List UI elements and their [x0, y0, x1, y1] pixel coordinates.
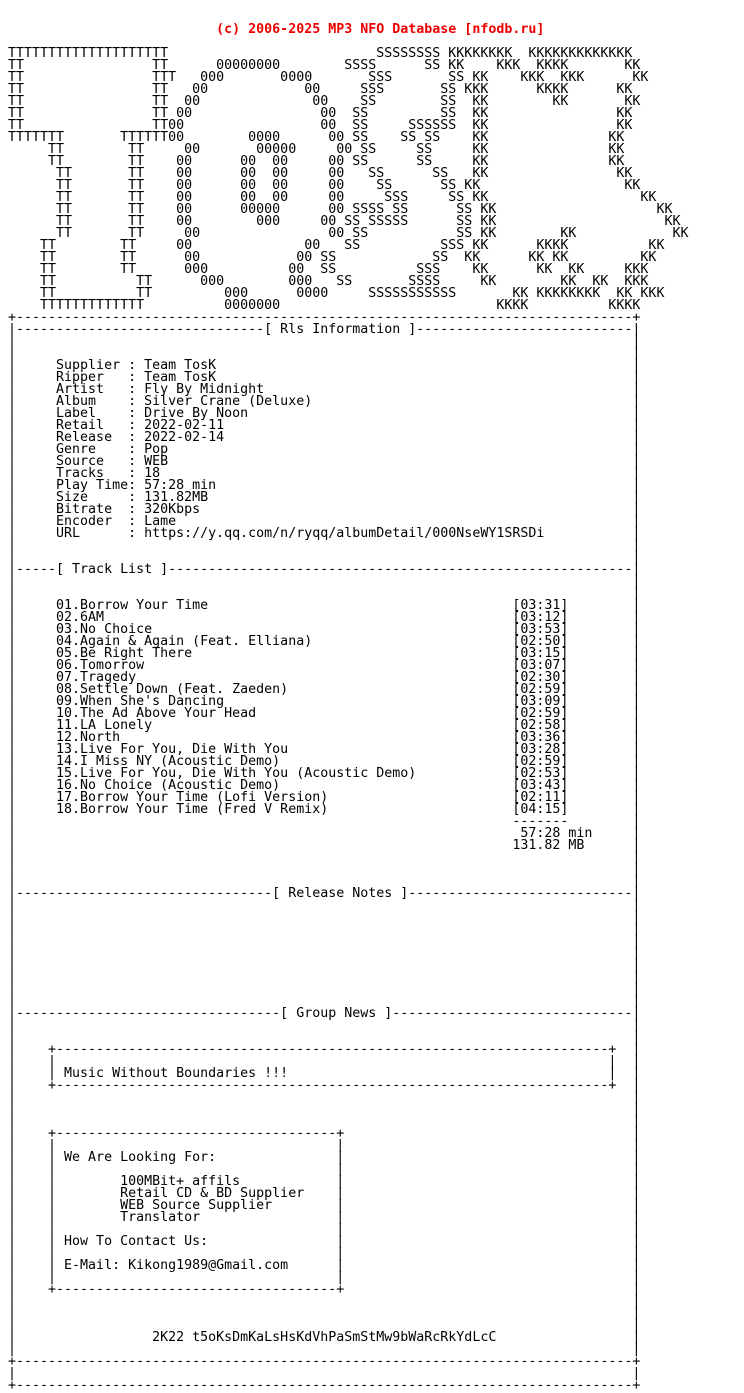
nfo-line: | | We Are Looking For: | | — [8, 1150, 641, 1165]
nfo-line: | Ripper : Team TosK | — [8, 370, 641, 385]
nfo-line: | | — [8, 862, 641, 877]
nfo-line: | Supplier : Team TosK | — [8, 358, 641, 373]
nfo-line: | | — [8, 1342, 641, 1357]
nfo-line: TT TT 00 00 00 00 SS SS KK KK — [8, 166, 633, 181]
nfo-line: | | 100MBit+ affils | | — [8, 1174, 641, 1189]
nfo-line: | | — [8, 586, 641, 601]
nfo-line: TT TT 00 00 00 00 SSS SS KK KK — [8, 190, 657, 205]
nfo-line: | 13.Live For You, Die With You [03:28] | — [8, 742, 641, 757]
nfo-line: | Artist : Fly By Midnight | — [8, 382, 641, 397]
nfo-line: | | — [8, 1018, 641, 1033]
nfo-line: | | | | — [8, 1162, 641, 1177]
nfo-line: | 01.Borrow Your Time [03:31] | — [8, 598, 641, 613]
nfo-line: |-------------------------------[ Rls Information ]---------------------------| — [8, 322, 641, 337]
nfo-line: | 12.North [03:36] | — [8, 730, 641, 745]
nfo-line: TT TT 00 00 SSS SS KKK KKKK KK — [8, 82, 633, 97]
nfo-line: | 06.Tomorrow [03:07] | — [8, 658, 641, 673]
nfo-line: TT TT 000 000 SS SSSS KK KK KK KKK — [8, 274, 649, 289]
nfo-line: | | | | — [8, 1246, 641, 1261]
nfo-line: | | — [8, 1306, 641, 1321]
nfo-document — [8, 0, 688, 1392]
nfo-line: | | | | — [8, 1270, 641, 1285]
nfo-line: | | How To Contact Us: | | — [8, 1234, 641, 1249]
nfo-line: | | — [8, 958, 641, 973]
nfo-line: TT TT 00 00000 00 SSSS SS SS KK KK — [8, 202, 673, 217]
nfo-line: | | — [8, 1102, 641, 1117]
nfo-line: TT TT 00 00 SS SSS KK KKKK KK — [8, 238, 665, 253]
nfo-line: | Retail : 2022-02-11 | — [8, 418, 641, 433]
nfo-line: +-----------------------------------------------------------------------------+ — [8, 1378, 641, 1393]
nfo-line: TT TT00 00 SS SSSSSS KK KK — [8, 118, 633, 133]
nfo-line: | 02.6AM [03:12] | — [8, 610, 641, 625]
nfo-line: +-----------------------------------------------------------------------------+ — [8, 310, 641, 325]
nfo-line: | | — [8, 574, 641, 589]
nfo-line: | 08.Settle Down (Feat. Zaeden) [02:59] | — [8, 682, 641, 697]
nfo-line: | Source : WEB | — [8, 454, 641, 469]
nfo-line: | | — [8, 910, 641, 925]
nfo-line: | 11.LA Lonely [02:58] | — [8, 718, 641, 733]
nfo-line: | | — [8, 922, 641, 937]
nfo-line: | | — [8, 982, 641, 997]
nfo-line: | | — [8, 898, 641, 913]
nfo-line: TT TTT 000 0000 SSS SS KK KKK KKK KK — [8, 70, 649, 85]
nfo-line: | +---------------------------------------------------------------------+ | — [8, 1042, 641, 1057]
nfo-line: | | | | — [8, 1054, 641, 1069]
nfo-line: | 14.I Miss NY (Acoustic Demo) [02:59] | — [8, 754, 641, 769]
nfo-line: | 16.No Choice (Acoustic Demo) [03:43] | — [8, 778, 641, 793]
nfo-line: | Bitrate : 320Kbps | — [8, 502, 641, 517]
nfo-line: | | — [8, 946, 641, 961]
nfo-line: | | — [8, 538, 641, 553]
nfo-line: | 18.Borrow Your Time (Fred V Remix) [04:15] | — [8, 802, 641, 817]
nfo-line: | 04.Again & Again (Feat. Elliana) [02:50] | — [8, 634, 641, 649]
nfo-line: | | — [8, 1294, 641, 1309]
nfo-line: | 2K22 t5oKsDmKaLsHsKdVhPaSmStMw9bWaRcRkYdLcC | — [8, 1330, 641, 1345]
nfo-line: | | Translator | | — [8, 1210, 641, 1225]
nfo-line: | 03.No Choice [03:53] | — [8, 622, 641, 637]
nfo-line: | | — [8, 934, 641, 949]
nfo-line: | 09.When She's Dancing [03:09] | — [8, 694, 641, 709]
nfo-line: | Size : 131.82MB | — [8, 490, 641, 505]
nfo-line: | Label : Drive By Noon | — [8, 406, 641, 421]
nfo-line: TT TT 00 00 00 00 SS SS KK KK — [8, 154, 625, 169]
nfo-line: | | — [8, 346, 641, 361]
nfo-line: |---------------------------------[ Group News ]------------------------------| — [8, 1006, 641, 1021]
nfo-line: | Tracks : 18 | — [8, 466, 641, 481]
nfo-line: | | — [8, 550, 641, 565]
nfo-line: | | — [8, 334, 641, 349]
nfo-line: | | | | — [8, 1222, 641, 1237]
nfo-line: | Encoder : Lame | — [8, 514, 641, 529]
nfo-line: | 17.Borrow Your Time (Lofi Version) [02:11] | — [8, 790, 641, 805]
nfo-line: | 57:28 min | — [8, 826, 641, 841]
nfo-line: | | — [8, 1114, 641, 1129]
nfo-line: TT TT 00 00 SS SS KK KK KK KK — [8, 250, 657, 265]
nfo-line: | | — [8, 1318, 641, 1333]
nfo-line: | Play Time: 57:28 min | — [8, 478, 641, 493]
nfo-line: | 05.Be Right There [03:15] | — [8, 646, 641, 661]
nfo-line: | | Retail CD & BD Supplier | | — [8, 1186, 641, 1201]
nfo-line: | Album : Silver Crane (Deluxe) | — [8, 394, 641, 409]
nfo-line: | | — [8, 850, 641, 865]
nfo-line: |-----[ Track List ]----------------------------------------------------------| — [8, 562, 641, 577]
nfo-line: | | Music Without Boundaries !!! | | — [8, 1066, 641, 1081]
nfo-line: | | | | — [8, 1138, 641, 1153]
nfo-line: | 07.Tragedy [02:30] | — [8, 670, 641, 685]
nfo-line: TT TT 00 00 SS SS KK KK KK — [8, 226, 689, 241]
nfo-line: | ------- | — [8, 814, 641, 829]
nfo-line: | +-----------------------------------+ | — [8, 1282, 641, 1297]
nfo-line: TT TT 00 000 00 SS SSSSS SS KK KK — [8, 214, 681, 229]
nfo-line: TT TT 000 00 SS SSS KK KK KK KKK — [8, 262, 649, 277]
nfo-line: | | WEB Source Supplier | | — [8, 1198, 641, 1213]
nfo-line: TT TT 00000000 SSSS SS KK KKK KKKK KK — [8, 58, 641, 73]
nfo-line: |--------------------------------[ Release Notes ]----------------------------| — [8, 886, 641, 901]
nfo-line: TT TT 00 00 SS SS KK KK KK — [8, 94, 641, 109]
nfo-line: | Genre : Pop | — [8, 442, 641, 457]
nfo-line: | URL : https://y.qq.com/n/ryqq/albumDetail/000NseWY1SRSDi | — [8, 526, 641, 541]
nfo-line: | | — [8, 874, 641, 889]
nfo-line: TT TT 00 00 00 00 SS SS KK KK — [8, 178, 641, 193]
nfo-line: | | E-Mail: Kikong1989@Gmail.com | | — [8, 1258, 641, 1273]
nfo-line: | | — [8, 1030, 641, 1045]
nfo-line: +-----------------------------------------------------------------------------+ — [8, 1354, 641, 1369]
nfo-line: TTTTTTTTTTTTTTTTTTTT SSSSSSSS KKKKKKKK KKKKKKKKKKKKK — [8, 46, 633, 61]
nfo-line: TT TT 000 0000 SSSSSSSSSSS KK KKKKKKKK KK KKK — [8, 286, 665, 301]
nfo-line: | | — [8, 1090, 641, 1105]
nfo-line: | +---------------------------------------------------------------------+ | — [8, 1078, 641, 1093]
nfo-line: TT TT 00 00000 00 SS SS KK KK — [8, 142, 625, 157]
nfo-line: | | — [8, 994, 641, 1009]
nfo-line: TTTTTTTTTTTTT 0000000 KKKK KKKK — [8, 298, 641, 313]
nfo-line: | 10.The Ad Above Your Head [02:59] | — [8, 706, 641, 721]
nfo-line: | | — [8, 970, 641, 985]
nfo-line: TT TT 00 00 SS SS KK KK — [8, 106, 633, 121]
nfo-line: | | — [8, 1366, 641, 1381]
page-title[interactable]: (c) 2006-2025 MP3 NFO Database [nfodb.ru] — [8, 22, 545, 37]
nfo-line: | 131.82 MB | — [8, 838, 641, 853]
nfo-line: | +-----------------------------------+ | — [8, 1126, 641, 1141]
nfo-line: | 15.Live For You, Die With You (Acoustic Demo) [02:53] | — [8, 766, 641, 781]
nfo-line: | Release : 2022-02-14 | — [8, 430, 641, 445]
nfo-line: TTTTTTT TTTTTT00 0000 00 SS SS SS KK KK — [8, 130, 625, 145]
